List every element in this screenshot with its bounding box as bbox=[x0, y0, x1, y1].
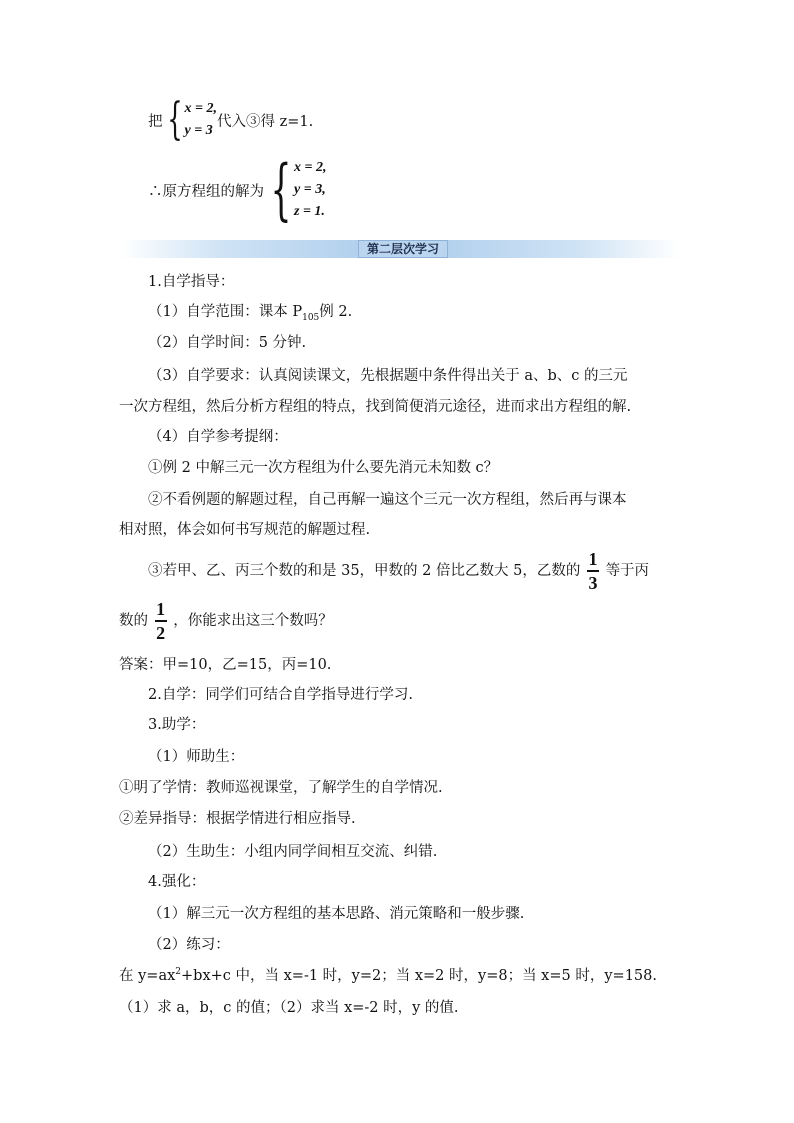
text-line: （1）求 a，b，c 的值；（2）求当 x=-2 时，y 的值. bbox=[119, 1000, 459, 1016]
solution-prefix: ∴原方程组的解为 bbox=[148, 183, 264, 200]
text-line: （1）解三元一次方程组的基本思路、消元策略和一般步骤. bbox=[148, 906, 525, 922]
left-brace: { bbox=[166, 94, 183, 145]
text-span: ③若甲、乙、丙三个数的和是 35，甲数的 2 倍比乙数大 5，乙数的 bbox=[148, 562, 581, 579]
text-line: 4.强化： bbox=[148, 874, 206, 890]
equation-x: x = 2, bbox=[184, 101, 217, 116]
section-title: 第二层次学习 bbox=[358, 240, 448, 258]
fraction-bar bbox=[155, 620, 167, 622]
text-line: （2）生助生：小组内同学间相互交流、纠错. bbox=[148, 844, 438, 860]
text-line: 一次方程组，然后分析方程组的特点，找到简便消元途径，进而求出方程组的解. bbox=[119, 399, 632, 415]
fraction-denominator: 2 bbox=[156, 622, 166, 643]
text-line: ①例 2 中解三元一次方程组为什么要先消元未知数 c？ bbox=[148, 460, 499, 476]
text-line bbox=[148, 550, 649, 592]
text-span: 等于丙 bbox=[605, 562, 650, 579]
text-line: 1.自学指导： bbox=[148, 274, 235, 290]
left-brace: { bbox=[270, 151, 292, 228]
text-line: （2）练习： bbox=[148, 937, 230, 953]
text-line: ②差异指导：根据学情进行相应指导. bbox=[119, 811, 356, 827]
text-span: 在 y=ax bbox=[119, 968, 176, 984]
text-line: （4）自学参考提纲： bbox=[148, 429, 288, 445]
text-span: ，你能求出这三个数吗？ bbox=[173, 612, 333, 629]
text-span: 例 2. bbox=[319, 304, 353, 320]
text-line: 2.自学：同学们可结合自学指导进行学习. bbox=[148, 687, 413, 703]
text-line bbox=[119, 600, 333, 642]
text-span: 数的 bbox=[119, 612, 148, 629]
fraction-numerator: 1 bbox=[156, 599, 166, 619]
substitution-line bbox=[148, 94, 314, 145]
text-line: （1）师助生： bbox=[148, 749, 245, 765]
page-subscript: 105 bbox=[302, 312, 320, 323]
text-line: （3）自学要求：认真阅读课文，先根据题中条件得出关于 a、b、c 的三元 bbox=[148, 368, 628, 384]
substitution-suffix: 代入③得 z=1. bbox=[216, 113, 314, 130]
substitution-prefix: 把 bbox=[148, 113, 163, 130]
fraction-one-half bbox=[155, 600, 167, 642]
fraction-denominator: 3 bbox=[588, 572, 598, 593]
equation-system-xy bbox=[185, 98, 217, 142]
equation-y: y = 3, bbox=[294, 182, 326, 197]
equation-system-xyz bbox=[294, 157, 326, 223]
text-line: ①明了学情：教师巡视课堂，了解学生的自学情况. bbox=[119, 780, 443, 796]
fraction-bar bbox=[587, 570, 599, 572]
answer-line: 答案：甲=10，乙=15，丙=10. bbox=[119, 657, 332, 673]
text-line: （2）自学时间：5 分钟. bbox=[148, 335, 307, 351]
equation-x: x = 2, bbox=[294, 160, 327, 175]
text-line bbox=[119, 964, 657, 985]
text-line bbox=[148, 300, 352, 323]
equation-y: y = 3 bbox=[184, 123, 213, 138]
solution-line bbox=[148, 151, 327, 228]
text-line: ②不看例题的解题过程，自己再解一遍这个三元一次方程组，然后再与课本 bbox=[148, 492, 627, 508]
text-span: （1）自学范围：课本 P bbox=[148, 304, 303, 320]
equation-z: z = 1. bbox=[294, 204, 325, 219]
text-line: 相对照，体会如何书写规范的解题过程. bbox=[119, 522, 371, 538]
text-line: 3.助学： bbox=[148, 717, 206, 733]
exponent: 2 bbox=[175, 967, 182, 978]
text-span: +bx+c 中，当 x=-1 时，y=2；当 x=2 时，y=8；当 x=5 时，y=158. bbox=[181, 968, 657, 984]
fraction-numerator: 1 bbox=[588, 549, 598, 569]
fraction-one-third bbox=[587, 550, 599, 592]
